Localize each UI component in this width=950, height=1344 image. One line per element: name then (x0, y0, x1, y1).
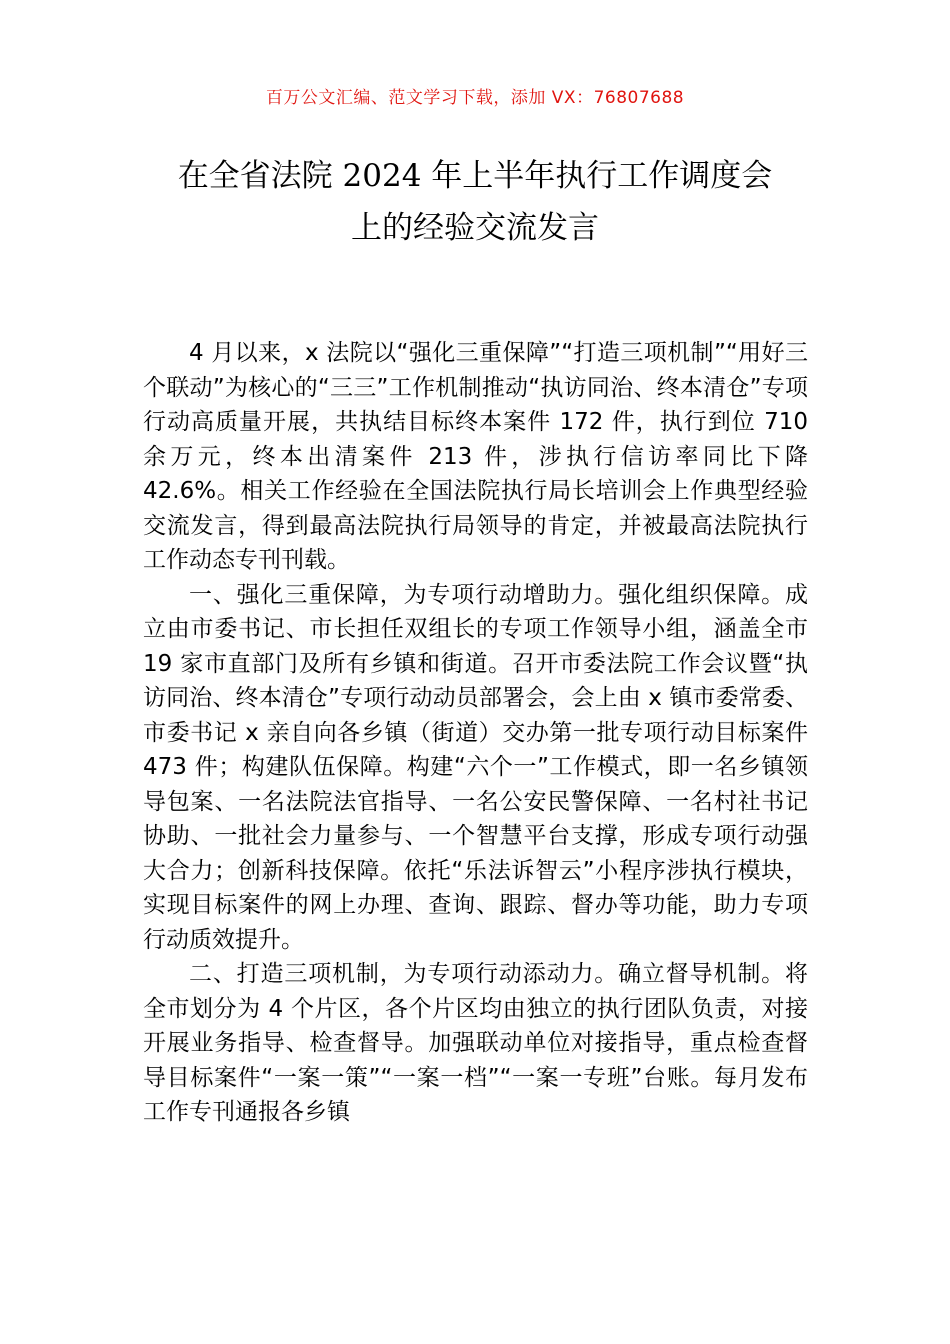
title-line-2: 上的经验交流发言 (351, 210, 599, 246)
paragraph-section-1: 一、强化三重保障，为专项行动增助力。强化组织保障。成立由市委书记、市长担任双组长的专项工作领导小组，涵盖全市 19 家市直部门及所有乡镇和街道。召开市委法院工作会议暨“执访同治、终本清仓”专项行动动员部署会，会上由 x 镇市委常委、市委书记 x 亲自向各乡镇（街道）交办第一批专项行动目标案件 473 件；构建队伍保障。构建“六个一”工作模式，即一名乡镇领导包案、一名法院法官指导、一名公安民警保障、一名村社书记协助、一批社会力量参与、一个智慧平台支撑，形成专项行动强大合力；创新科技保障。依托“乐法诉智云”小程序涉执行模块，实现目标案件的网上办理、查询、跟踪、督办等功能，助力专项行动质效提升。 (143, 581, 808, 953)
document-title (130, 150, 820, 254)
title-line-1: 在全省法院 2024 年上半年执行工作调度会 (177, 158, 773, 194)
watermark-header-note: 百万公文汇编、范文学习下载，添加 VX：76807688 (265, 88, 685, 108)
document-body (143, 336, 808, 1130)
paragraph-intro: 4 月以来，x 法院以“强化三重保障”“打造三项机制”“用好三个联动”为核心的“三三”工作机制推动“执访同治、终本清仓”专项行动高质量开展，共执结目标终本案件 172 件，执行到位 710 余万元，终本出清案件 213 件，涉执行信访率同比下降 42.6%。相关工作经验在全国法院执行局长培训会上作典型经验交流发言，得到最高法院执行局领导的肯定，并被最高法院执行工作动态专刊刊载。 (143, 340, 808, 573)
paragraph-section-2: 二、打造三项机制，为专项行动添动力。确立督导机制。将全市划分为 4 个片区，各个片区均由独立的执行团队负责，对接开展业务指导、检查督导。加强联动单位对接指导，重点检查督导目标案件“一案一策”“一案一档”“一案一专班”台账。每月发布工作专刊通报各乡镇 (143, 961, 808, 1125)
